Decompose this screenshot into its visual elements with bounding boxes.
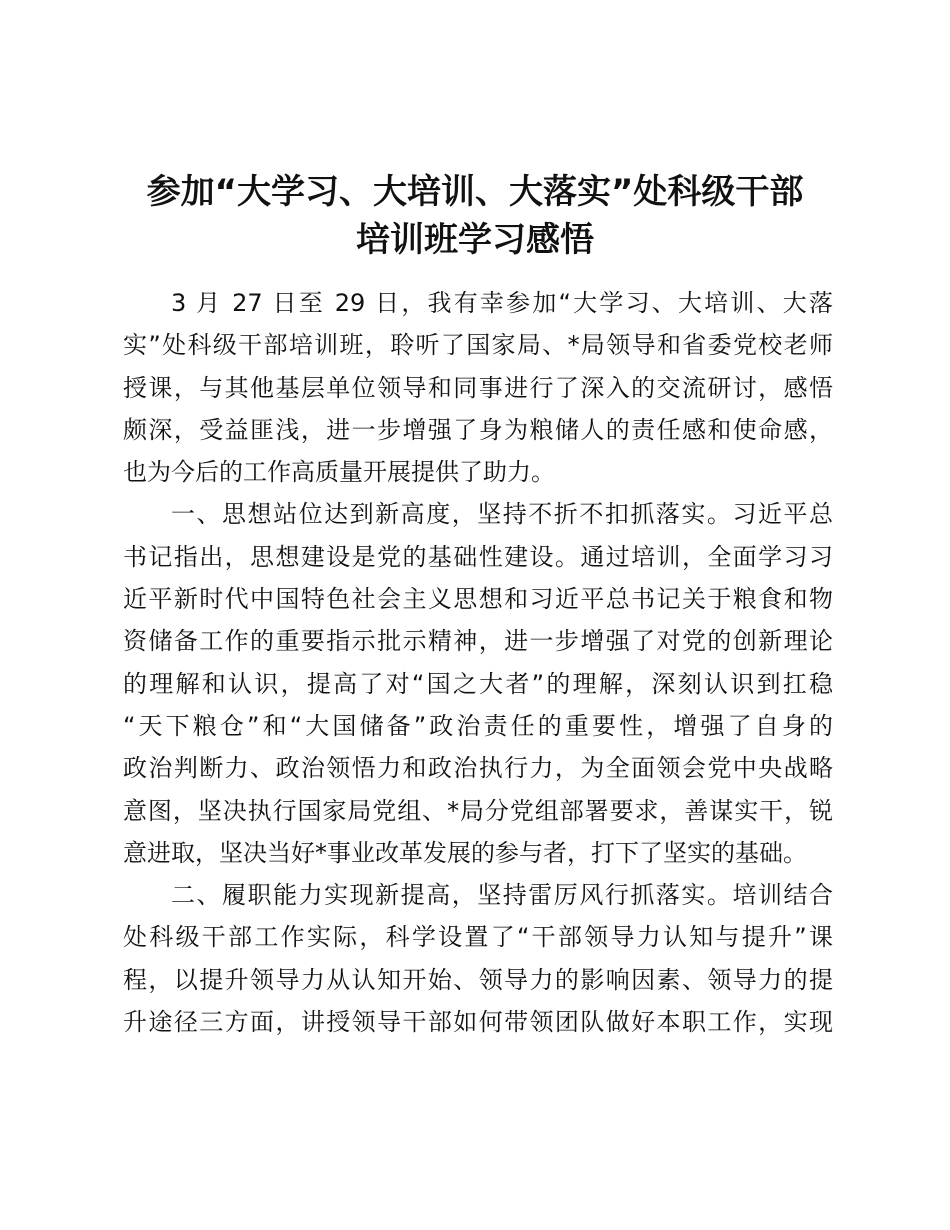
text-line: 一、思想站位达到新高度，坚持不折不扣抓落实。习近平总: [171, 500, 833, 529]
text-line: 也为今后的工作高质量开展提供了助力。: [123, 458, 555, 487]
text-line: 近平新时代中国特色社会主义思想和习近平总书记关于粮食和物: [123, 585, 833, 614]
paragraph-section-one: [123, 493, 833, 874]
text-line: 程，以提升领导力从认知开始、领导力的影响因素、领导力的提: [123, 965, 833, 994]
document-body: [123, 282, 833, 1043]
text-line: 处科级干部工作实际，科学设置了“干部领导力认知与提升”课: [123, 923, 833, 952]
text-line: 颇深，受益匪浅，进一步增强了身为粮储人的责任感和使命感，: [123, 415, 833, 444]
text-line: 资储备工作的重要指示批示精神，进一步增强了对党的创新理论: [123, 627, 833, 656]
document-title: [100, 168, 850, 264]
text-line: 升途径三方面，讲授领导干部如何带领团队做好本职工作，实现: [123, 1008, 833, 1037]
paragraph-intro: [123, 282, 833, 493]
text-line: 授课，与其他基层单位领导和同事进行了深入的交流研讨，感悟: [123, 373, 833, 402]
text-line: 3 月 27 日至 29 日，我有幸参加“大学习、大培训、大落: [171, 289, 833, 317]
title-line-2: 培训班学习感悟: [356, 220, 594, 260]
paragraph-section-two: [123, 874, 833, 1043]
text-line: “天下粮仓”和“大国储备”政治责任的重要性，增强了自身的: [123, 711, 833, 740]
text-line: 意进取，坚决当好*事业改革发展的参与者，打下了坚实的基础。: [123, 838, 807, 867]
text-line: 的理解和认识，提高了对“国之大者”的理解，深刻认识到扛稳: [123, 669, 833, 698]
text-line: 政治判断力、政治领悟力和政治执行力，为全面领会党中央战略: [123, 754, 833, 783]
text-line: 二、履职能力实现新提高，坚持雷厉风行抓落实。培训结合: [171, 881, 833, 910]
text-line: 意图，坚决执行国家局党组、*局分党组部署要求，善谋实干，锐: [123, 796, 833, 825]
text-line: 书记指出，思想建设是党的基础性建设。通过培训，全面学习习: [123, 542, 833, 571]
title-line-1: 参加“大学习、大培训、大落实”处科级干部: [146, 172, 804, 212]
text-line: 实”处科级干部培训班，聆听了国家局、*局领导和省委党校老师: [123, 331, 833, 360]
